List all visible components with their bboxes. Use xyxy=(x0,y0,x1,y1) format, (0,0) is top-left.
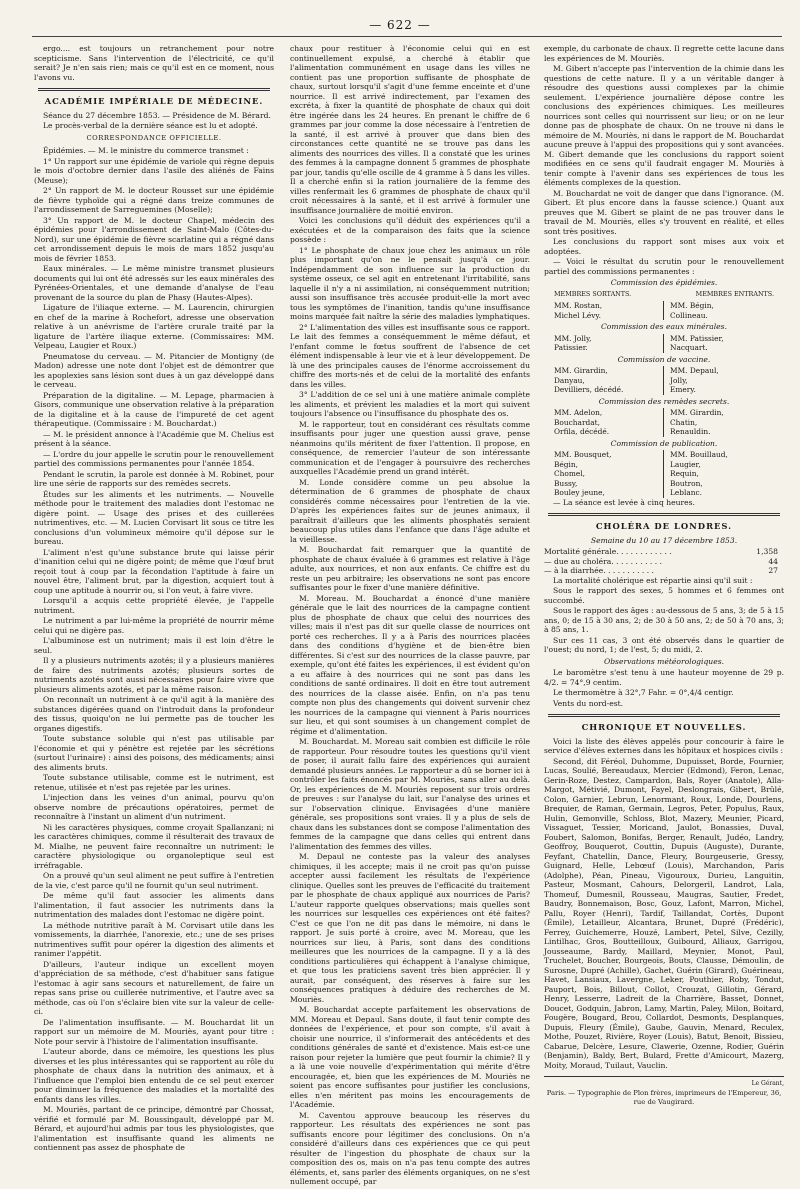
paragraph: Voici les conclusions qu'il déduit des expériences qu'il a exécutées et de la comparaison des faits que la science possède : xyxy=(290,216,530,244)
paragraph: — Voici le résultat du scrutin pour le renouvellement partiel des commissions permanentes : xyxy=(544,257,784,276)
paragraph: De même qu'il faut associer les aliments dans l'alimentation, il faut associer les nutriments dans la nutrimentation des malades dont l'estomac ne digère point. xyxy=(34,891,274,919)
printer-line: Paris. — Typographie de Plon frères, imprimeurs de l'Empereur, 36, rue de Vaugirard. xyxy=(546,1088,782,1106)
paragraph: 3° L'addition de ce sel uni à une matière animale complète les aliments, et prévient les maladies et la mort qui suivent toujours l'absence ou l'insuffisance du phosphate des os. xyxy=(290,390,530,418)
commission-epidemies-title: Commission des épidémies. xyxy=(610,278,718,287)
mortality-row xyxy=(544,547,784,557)
paragraph: Sur ces 11 cas, 3 ont été observés dans le quartier de l'ouest; du nord, 1; de l'est, 5; du midi, 2. xyxy=(544,635,784,654)
correspondence-heading: CORRESPONDANCE OFFICIELLE. xyxy=(86,133,222,142)
paragraph: Lorsqu'il a acquis cette propriété élevée, je l'appelle nutriment. xyxy=(34,596,274,615)
paragraph: De l'alimentation insuffisante. — M. Bouchardat lit un rapport sur un mémoire de M. Mouriès, ayant pour titre : Note pour servir à l'histoire de l'alimentation insuffisante. xyxy=(34,1017,274,1046)
paragraph: Sous le rapport des sexes, 5 hommes et 6 femmes ont succombé. xyxy=(544,586,784,605)
paragraph: Le baromètre s'est tenu à une hauteur moyenne de 29 p. 4/2. = 74°,9 centim. xyxy=(544,668,784,687)
commission-eaux-title: Commission des eaux minérales. xyxy=(601,322,727,331)
members-in: MM. Bégin, Collineau. xyxy=(670,301,714,320)
commission-row xyxy=(544,366,784,395)
commission-row xyxy=(544,450,784,498)
column-2 xyxy=(290,44,530,1186)
commission-header xyxy=(544,290,784,300)
paragraph: 1° Un rapport sur une épidémie de variole qui règne depuis le mois d'octobre dernier dans l'asile des aliénés de Fains (Meuse); xyxy=(34,156,274,185)
paragraph: chaux pour restituer à l'économie celui qui en est continuellement expulsé, a cherché à établir que l'alimentation communément en usage dans les villes ne contient pas une proportion suffisante de phosphate de chaux, surtout lorsqu'il s'agit d'une femme enceinte et d'une nourrice. Il est arrivé indirectement, par l'examen des excréta, à fixer la quantité de phosphate de chaux qui doit être ingérée dans les 24 heures. En prenant le chiffre de 6 grammes par jour comme la dose nécessaire à l'entretien de la santé, il est arrivé à prouver que dans bien des circonstances cette quantité ne se trouve pas dans les aliments des nourrices des villes. Il a constaté que les urines des femmes à la campagne donnent 5 grammes de phosphate par jour, tandis qu'elle oscille de 4 gramme à 5 dans les villes. Il a cherché enfin si la ration journalière de la femme des villes renfermait les 6 grammes de phosphate de chaux qu'il croit nécessaires à la santé, et il est arrivé à formuler une insuffisance journalière de moitié environ. xyxy=(290,44,530,215)
commission-publication-title: Commission de publication. xyxy=(610,438,718,448)
section-divider xyxy=(548,513,780,516)
members-in: MM. Bouillaud, Laugier, Requin, Boutron, Leblanc. xyxy=(670,450,728,497)
printer-footer xyxy=(544,1076,784,1108)
student-list: Second, dit Féréol, Duhomme, Dupuisset, Borde, Fournier, Lucas, Soulié, Bereaudaux, Mercier (Edmond), Feron, Lenac, Gerin-Roze, Destez, Campardon, Bals, Royer (Anatole), Alla-Margot, Métivié, Dumont, Fayel, Deslongrais, Gibert, Brûlé, Colon, Garnier, Lebrun, Lenormant, Roux, Londe, Dourlens, Brequier, de Raman, Germain, Legros, Peter, Populus, Raux, Hulin, Gemonville, Schloss, Blot, Mazery, Meunier, Picard, Vissaguet, Tessier, Moricand, Jaulot, Bonassies, Duval, Foubert, Salomon, Bonifas, Berger, Renault, Judéo, Landry, Geoffroy, Bouquerot, Couttin, Dupuis (Auguste), Durante, Feyfant, Chatellin, Dance, Fleury, Bourgeuserie, Gressy, Guignard, Helle, Lebœuf (Louis), Marchandon, Paris (Adolphe), Péan, Pineau, Vigouroux, Durieu, Languitin, Pasteur, Mosmant, Cahours, Delorgeril, Landrot, Lala, Thomeuf, Dumesnil, Rousseau, Maugras, Sautier, Fredet, Baudry, Bonnemaison, Bosc, Gouz, Lafont, Marron, Michel, Pallu, Royer (Henri), Tardif, Taillandat, Cortès, Dupont (Émile), Letailleur, Alcantara, Brunet, Dupré (Frédéric), Ferrey, Guichemerre, Houzé, Lambert, Petel, Silve, Cezilly, Lintilhac, Gros, Boutteilloux, Guibourd, Alliaux, Garrigou, Jousseaume, Bardy, Maillard, Meynier, Monot, Paul, Truchelet, Boucher, Bourgeois, Bouts, Clausse, Démoulin, de Surosne, Dupré (Achille), Gachet, Guérin (Girard), Guérineau, Havet, Lansiaux, Lavergne, Leker, Pouthier, Roby, Tondut, Pauport, Bois, Billout, Collot, Crouzat, Gillotin, Gérard, Henry, Lesserre, Ladreit de la Charrière, Basset, Donnet, Doucet, Godquin, Jabron, Lamy, Martin, Paley, Milon, Boitard, Fougère, Bougard, Brou, Collardot, Desmonts, Desplanques, Dupuis, Fleury (Émile), Gaube, Gauvin, Menard, Reculex, Mothe, Pouzet, Rivière, Royer (Louis), Batut, Benoit, Bissieu, Cabarue, Delcère, Lesure, Clawerie, Ozenne, Rodier, Guérin (Benjamin), Baldy, Bert, Bulard, Frette d'Amicourt, Mazerg, Moity, Moraud, Tuilaut, Vauclin. xyxy=(544,756,784,1070)
paragraph: 1° Le phosphate de chaux joue chez les animaux un rôle plus important qu'on ne le pensait jusqu'à ce jour. Indépendamment de son influence sur la production du système osseux, ce sel agit en entretenant l'irritabilité, sans laquelle il n'y a ni assimilation, ni conséquemment nutrition; aussi son insuffisance très accusée produit-elle la mort avec tous les symptômes de l'inanition, tandis qu'une insuffisance moins marquée fait naître la série des maladies lymphatiques. xyxy=(290,245,530,321)
paragraph: Le nutriment a par lui-même la propriété de nourrir même celui qui ne digère pas. xyxy=(34,616,274,635)
cholera-value: 44 xyxy=(768,556,778,566)
paragraph: Épidémies. — M. le ministre du commerce transmet : xyxy=(43,146,249,155)
paragraph: Il y a plusieurs nutriments azotés; il y a plusieurs manières de faire des nutriments azotés; plusieurs sortes de nutriments azotés sont aussi nécessaires pour faire vivre que plusieurs aliments azotés, et par la même raison. xyxy=(34,656,274,694)
paragraph: Les conclusions du rapport sont mises aux voix et adoptées. xyxy=(544,237,784,256)
column-1 xyxy=(34,44,274,1174)
chronicle-heading: CHRONIQUE ET NOUVELLES. xyxy=(581,722,747,732)
paragraph: M. Depaul ne conteste pas la valeur des analyses chimiques, il les accepte; mais il ne croit pas qu'on puisse accepter aussi facilement les résultats de l'expérience clinique. Quelles sont les preuves de l'efficacité du traitement par le phosphate de chaux appliqué aux nourrices de Paris? L'auteur rapporte quelques observations; mais quelles sont les nourrices sur lesquelles ces expériences ont été faites? C'est ce que l'on ne dit pas dans le mémoire, ni dans le rapport. Je suis porté à croire, avec M. Moreau, que les nourrices sur lieu, à Paris, sont dans des conditions meilleures que les nourrices de la campagne. Il y a là des conditions particulières qui échappent à l'analyse chimique, et que tous les praticiens savent très bien apprécier. Il y aurait, par conséquent, des réserves à faire sur les conséquences pratiques à déduire des recherches de M. Mouriès. xyxy=(290,852,530,1004)
paragraph: Préparation de la digitaline. — M. Lepage, pharmacien à Gisors, communique une observation relative à la préparation de la digitaline et à la cause de l'impureté de cet agent thérapeutique. (Commissaire : M. Bouchardat.) xyxy=(34,390,274,428)
members-out: MM. Jolly, Patissier. xyxy=(544,334,664,353)
paragraph: M. Caventou approuve beaucoup les réserves du rapporteur. Les résultats des expériences ne sont pas suffisants encore pour légitimer des conclusions. On n'a considéré d'ailleurs dans ces expériences que ce qui peut résulter de l'ingestion du phosphate de chaux sur la composition des os, mais on n'a pas tenu compte des autres éléments, et, sans parler des éléments organiques, on ne s'est nullement occupé, par xyxy=(290,1110,530,1186)
paragraph: Le thermomètre à 32°,7 Fahr. = 0°,4/4 centigr. xyxy=(553,688,734,697)
mortality-value: 1,358 xyxy=(756,547,778,556)
paragraph: 3° Un rapport de M. le docteur Chapel, médecin des épidémies pour l'arrondissement de Saint-Malo (Côtes-du-Nord), sur une épidémie de fièvre scarlatine qui a régné dans cet arrondissement depuis le mois de mars 1852 jusqu'au mois de février 1853. xyxy=(34,215,274,263)
cholera-week: Semaine du 10 au 17 décembre 1853. xyxy=(590,535,738,545)
paragraph: — M. le président annonce à l'Académie que M. Chelius est présent à la séance. xyxy=(34,429,274,448)
paragraph: exemple, du carbonate de chaux. Il regrette cette lacune dans les expériences de M. Mouriès. xyxy=(544,44,784,63)
members-in: MM. Depaul, Jolly, Emery. xyxy=(670,366,719,394)
paragraph: M. Gibert n'accepte pas l'intervention de la chimie dans les questions de cette nature. Il y a un véritable danger à résoudre des questions aussi complexes par la chimie seulement. L'expérience journalière dépose contre les conclusions des expériences chimiques. Les meilleures nourrices sont celles qui nourrissent sur lieu; or on ne leur donne pas de phosphate de chaux. On ne trouve ni dans le mémoire de M. Mouriès, ni dans le rapport de M. Bouchardat aucune preuve à l'appui des propositions qui y sont avancées. M. Gibert demande que les conclusions du rapport soient modifiées en ce sens qu'il faudrait engager M. Mouriès à tenir compte à l'avenir dans ses expériences de tous les éléments complexes de la question. xyxy=(544,64,784,187)
members-in: MM. Patissier, Nacquart. xyxy=(670,333,724,352)
paragraph: M. Londe considère comme un peu absolue la détermination de 6 grammes de phosphate de chaux considérés comme nécessaires pour l'entretien de la vie. D'après les expériences faites sur de jeunes animaux, il paraîtrait d'ailleurs que les aliments phosphatés seraient beaucoup plus utiles dans l'enfance que dans l'âge adulte et la vieillesse. xyxy=(290,477,530,544)
commission-row xyxy=(544,334,784,353)
paragraph: M. le rapporteur, tout en considérant ces résultats comme insuffisants pour juger une question aussi grave, pense néanmoins qu'ils méritent de fixer l'attention. Il propose, en conséquence, de remercier l'auteur de son intéressante communication et de l'engager à poursuivre des recherches auxquelles l'Académie prend un grand intérêt. xyxy=(290,419,530,476)
paragraph: — L'ordre du jour appelle le scrutin pour le renouvellement partiel des commissions permanentes pour l'année 1854. xyxy=(34,449,274,468)
members-out: MM. Rostan, Michel Lévy. xyxy=(544,301,664,320)
paragraph: M. Bouchardat ne voit de danger que dans l'ignorance. (M. Gibert. Et plus encore dans la fausse science.) Quant aux preuves que M. Gibert se plaint de ne pas trouver dans le travail de M. Mouriès, elles s'y trouvent en réalité, et elles sont très positives. xyxy=(544,188,784,236)
paragraph: 2° L'alimentation des villes est insuffisante sous ce rapport. Le lait des femmes a conséquemment le même défaut, et l'enfant comme le fœtus souffrent de l'absence de cet élément indispensable à leur vie et à leur développement. De là une des principales causes de l'énorme accroissement du chiffre des morts-nés et de celui de la mortalité des enfants dans les villes. xyxy=(290,322,530,389)
paragraph: Ni les caractères physiques, comme croyait Spallanzani; ni les caractères chimiques, comme il résulterait des travaux de M. Mialhe, ne peuvent faire reconnaître un nutriment: le caractère physiologique ou organoleptique seul est irréfragable. xyxy=(34,822,274,870)
commission-row xyxy=(544,301,784,320)
paragraph: L'injection dans les veines d'un animal, pourvu qu'on observe nombre de précautions opératoires, permet de reconnaître à l'instant un aliment d'un nutriment. xyxy=(34,793,274,821)
membres-entrants-label: MEMBRES ENTRANTS. xyxy=(695,289,774,298)
paragraph: L'auteur aborde, dans ce mémoire, les questions les plus diverses et les plus intéressantes qui se rapportent au rôle du phosphate de chaux dans la nutrition des animaux, et à l'influence que l'emploi bien entendu de ce sel peut exercer pour diminuer la fréquence des maladies et la mortalité des enfants dans les villes. xyxy=(34,1047,274,1104)
top-rule xyxy=(32,36,782,37)
paragraph: Toute substance utilisable, comme est le nutriment, est retenue, utilisée et n'est pas rejetée par les urines. xyxy=(34,773,274,792)
paragraph: Études sur les aliments et les nutriments. — Nouvelle méthode pour le traitement des maladies dont l'estomac ne digère point. — Usage des prises et des cuillerées nutrimentives, etc. — M. Lucien Corvisart lit sous ce titre les conclusions d'un volumineux mémoire qu'il dépose sur le bureau. xyxy=(34,489,274,546)
paragraph: On a prouvé qu'un seul aliment ne peut suffire à l'entretien de la vie, c'est parce qu'il ne fournit qu'un seul nutriment. xyxy=(34,871,274,890)
paragraph: L'aliment n'est qu'une substance brute qui laisse périr d'inanition celui qui ne digère point; de même que l'œuf brut reçoit tout à coup par la fécondation l'aptitude à faire un nouvel être, l'aliment brut, par la digestion, acquiert tout à coup une aptitude à nourrir ou, si l'on veut, à faire vivre. xyxy=(34,547,274,595)
seance-line: Séance du 27 décembre 1853. — Présidence de M. Bérard. xyxy=(43,110,271,120)
section-divider xyxy=(38,88,270,91)
column-3 xyxy=(544,44,784,1174)
pv-line: Le procès-verbal de la dernière séance est lu et adopté. xyxy=(43,121,258,130)
paragraph: Sous le rapport des âges : au-dessous de 5 ans, 3; de 5 à 15 ans, 0; de 15 à 30 ans, 2; de 30 à 50 ans, 2; de 50 à 70 ans, 3; à 85 ans, 1. xyxy=(544,606,784,634)
diarrhea-label: — à la diarrhée. . . . . . . . . . . xyxy=(544,566,654,575)
cholera-label: — due au choléra. . . . . . . . . . . xyxy=(544,556,662,566)
diarrhea-value: 27 xyxy=(768,566,778,575)
diarrhea-row xyxy=(544,566,784,576)
paragraph: Pendant le scrutin, la parole est donnée à M. Robinet, pour lire une série de rapports sur des remèdes secrets. xyxy=(34,469,274,488)
paragraph: La mortalité cholérique est répartie ainsi qu'il suit : xyxy=(553,575,753,585)
paragraph: Ligature de l'iliaque externe. — M. Laurencin, chirurgien en chef de la marine à Rochefort, adresse une observation relative à un anévrisme de l'artère crurale traité par la ligature de l'artère iliaque externe. (Commissaires: MM. Velpeau, Laugier et Roux.) xyxy=(34,303,274,350)
mortality-label: Mortalité générale. . . . . . . . . . . . xyxy=(544,547,672,556)
commission-row xyxy=(544,408,784,437)
paragraph: Vents du nord-est. xyxy=(553,698,624,708)
gerant-label: Le Gérant, xyxy=(751,1080,784,1087)
paragraph: M. Bouchardat fait remarquer que la quantité de phosphate de chaux évaluée à 6 grammes est relative à l'âge adulte, aux nourrices, et non aux enfants. Ce chiffre est du reste un peu arbitraire; les observations ne sont pas encore suffisantes pour le fixer d'une manière définitive. xyxy=(290,545,530,592)
page-number: — 622 — xyxy=(369,18,431,32)
members-out: MM. Girardin, Danyau, Devilliers, décédé. xyxy=(544,366,664,395)
commission-remedes-title: Commission des remèdes secrets. xyxy=(598,396,730,406)
paragraph: Eaux minérales. — Le même ministre transmet plusieurs documents qui lui ont été adressés sur les eaux minérales des Pyrénées-Orientales, et une demande d'analyse de l'eau provenant de la source du plan de Phasy (Hautes-Alpes). xyxy=(34,264,274,302)
commission-vaccine-title: Commission de vaccine. xyxy=(617,354,711,364)
meteo-title: Observations météorologiques. xyxy=(603,656,725,666)
academy-heading: ACADÉMIE IMPÉRIALE DE MÉDECINE. xyxy=(44,96,264,106)
members-out: MM. Bousquet, Bégin, Chomel, Bussy, Bouley jeune, xyxy=(544,450,664,498)
section-divider xyxy=(548,714,780,717)
paragraph: La méthode nutritive paraît à M. Corvisart utile dans les vomissements, la diarrhée, l'anorexie, etc.; une de ses prises nutrimentives suffit pour opérer la digestion des aliments et ranimer l'appétit. xyxy=(34,920,274,958)
paragraph: Voici la liste des élèves appelés pour concourir à faire le service d'élèves externes dans les hôpitaux et hospices civils : xyxy=(544,736,784,755)
paragraph: Pneumatose du cerveau. — M. Pitancier de Montigny (de Madon) adresse une note dont l'objet est de démontrer que les apoplexies sans lésion sont dues à un gaz développé dans le cerveau. xyxy=(34,351,274,389)
paragraph: 2° Un rapport de M. le docteur Rousset sur une épidémie de fièvre typhoïde qui a régné dans treize communes de l'arrondissement de Sarreguemines (Moselle); xyxy=(34,186,274,214)
cholera-heading: CHOLÉRA DE LONDRES. xyxy=(595,521,733,531)
paragraph: L'albuminose est un nutriment; mais il est loin d'être le seul. xyxy=(34,636,274,655)
cholera-row xyxy=(544,557,784,567)
paragraph: M. Mouriès, partant de ce principe, démontré par Chossat, vérifié et formulé par M. Boussingault, développé par M. Bérard, et aujourd'hui admis par tous les physiologistes, que l'alimentation est insuffisante quand les aliments ne contiennent pas assez de phosphate de xyxy=(34,1105,274,1152)
paragraph: M. Bouchardat. M. Moreau sait combien est difficile le rôle de rapporteur. Pour résoudre toutes les questions qu'il vient de poser, il aurait fallu faire des expériences qui auraient demandé plusieurs années. Le rapporteur a dû se borner ici à contrôler les faits énoncés par M. Mouriès, sans aller au delà. Or, les expériences de M. Mouriès reposent sur trois ordres de preuves : sur l'analyse du lait, sur l'analyse des urines et sur l'observation clinique. Envisagées d'une manière générale, ses propositions sont vraies. Il y a plus de sels de chaux dans les substances dont se compose l'alimentation des femmes de la campagne que dans celles qui entrent dans l'alimentation des femmes des villes. xyxy=(290,737,530,851)
paragraph: On reconnaît un nutriment à ce qu'il agit à la manière des substances digérées quand on l'introduit dans la profondeur des tissus, quoiqu'on ne lui permette pas de toucher les organes digestifs. xyxy=(34,695,274,733)
paragraph: D'ailleurs, l'auteur indique un excellent moyen d'appréciation de sa méthode, c'est d'habituer sans fatigue l'estomac à agir sans secours et naturellement, de faire un repas sans prise ou cuillerée nutrimentive, et l'autre avec sa méthode, cas où l'on s'éclaire bien vite sur la valeur de celle-ci. xyxy=(34,959,274,1016)
members-out: MM. Adelon, Bouchardat, Orfila, décédé. xyxy=(544,408,664,437)
paragraph: Toute substance soluble qui n'est pas utilisable par l'économie et qui y pénètre est rejetée par les sécrétions (surtout l'urinaire) : ainsi des poisons, des médicaments; ainsi des aliments bruts. xyxy=(34,734,274,772)
paragraph: M. Bouchardat accepte parfaitement les observations de MM. Moreau et Depaul. Sans doute, il faut tenir compte des données de l'expérience, et pour son compte, s'il avait à choisir une nourrice, il s'informerait des antécédents et des conditions générales de santé et d'existence. Mais est-ce une raison pour rejeter la lumière que peut fournir la chimie? Il y a là une voie nouvelle d'expérimentation qui mérite d'être encouragée, et, bien que les expériences de M. Mouriès ne soient pas encore suffisantes pour justifier les conclusions, elles n'en méritent pas moins les encouragements de l'Académie. xyxy=(290,1005,530,1109)
paragraph: — La séance est levée à cinq heures. xyxy=(553,497,695,507)
members-in: MM. Girardin, Chatin, Renauldin. xyxy=(670,408,724,436)
paragraph: M. Moreau. M. Bouchardat a énoncé d'une manière générale que le lait des nourrices de la campagne contient plus de phosphate de chaux que celui des nourrices des villes; mais il n'est pas dit sur quelle classe de nourrices ont porté ces recherches. Il y a à Paris des nourrices placées dans des conditions d'hygiène et de bien-être bien différentes. Si c'est sur des nourrices de la classe pauvre, par exemple, qu'ont été faites les expériences, il est évident qu'on a eu affaire à des nourrices qui ne sont pas dans les conditions de santé ordinaires. Il doit en être tout autrement des nourrices de la classe aisée. Enfin, on n'a pas tenu compte non plus des changements qui doivent survenir chez les nourrices de la campagne qui viennent à Paris nourrices sur lieu, et qui sont soumises à un changement complet de régime et d'alimentation. xyxy=(290,593,530,736)
intro-paragraph: ergo.... est toujours un retranchement pour notre scepticisme. Sans l'intervention de l'électricité, ce qu'il serait? Je n'en sais rien; mais ce qu'il est en ce moment, nous l'avons vu. xyxy=(34,44,274,82)
membres-sortants-label: MEMBRES SORTANTS. xyxy=(554,289,632,298)
